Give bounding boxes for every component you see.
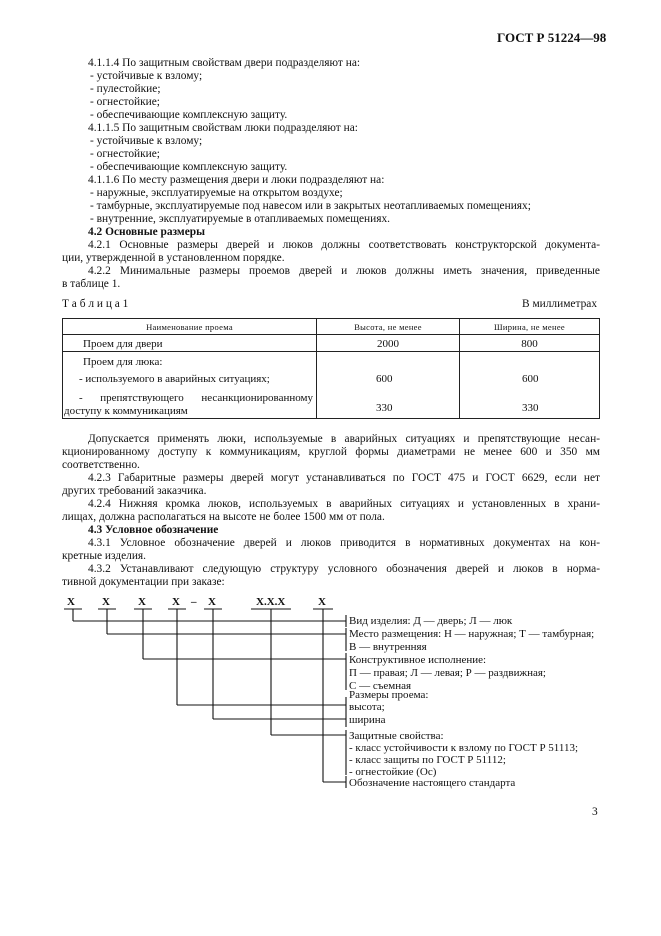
scheme-label-product-type: Вид изделия: Д — дверь; Л — люк bbox=[349, 615, 513, 627]
paragraph-allowed: Допускается применять люки, используемые в аварийных ситуациях и препятствующие несан- bbox=[88, 433, 600, 445]
clause-4-3-2: 4.3.2 Устанавливают следующую структуру условного обозначения дверей и люков в норма- bbox=[88, 563, 600, 575]
scheme-label-design: Конструктивное исполнение: bbox=[349, 654, 487, 666]
paragraph-allowed-cont: соответственно. bbox=[62, 459, 140, 471]
hatch-emergency: - используемого в аварийных ситуациях; bbox=[79, 373, 270, 385]
clause-4-2-2-cont: в таблице 1. bbox=[62, 278, 121, 290]
clause-4-2-1-cont: ции, утвержденной в установленном порядке. bbox=[62, 252, 285, 264]
table-header-width: Ширина, не менее bbox=[460, 319, 600, 335]
scheme-label-protective-cont: - класс устойчивости к взлому по ГОСТ Р 51113; bbox=[349, 742, 579, 754]
list-item: - огнестойкие; bbox=[90, 96, 160, 108]
list-item: - обеспечивающие комплексную защиту. bbox=[90, 161, 288, 173]
scheme-label-protective-cont: - огнестойкие (Ос) bbox=[349, 766, 437, 778]
clause-4-2-3-cont: других требований заказчика. bbox=[62, 485, 207, 497]
clause-4-2-4: 4.2.4 Нижняя кромка люков, используемых в аварийных ситуациях и установленных в храни- bbox=[88, 498, 600, 510]
list-item: - наружные, эксплуатируемые на открытом воздухе; bbox=[90, 187, 343, 199]
page-number: 3 bbox=[592, 806, 598, 818]
scheme-label-sizes: Размеры проема: bbox=[349, 689, 429, 701]
scheme-dash: – bbox=[191, 596, 197, 608]
table-header-name: Наименование проема bbox=[63, 319, 317, 335]
table-units: В миллиметрах bbox=[522, 298, 598, 310]
scheme-symbol-placement: Х bbox=[102, 596, 110, 608]
preventing-height: 330 bbox=[376, 402, 393, 414]
scheme-symbol-standard: Х bbox=[318, 596, 326, 608]
scheme-label-width: ширина bbox=[349, 714, 386, 726]
list-item: - обеспечивающие комплексную защиту. bbox=[90, 109, 288, 121]
list-item: - устойчивые к взлому; bbox=[90, 135, 203, 147]
scheme-label-height: высота; bbox=[349, 701, 385, 713]
scheme-label-placement: Место размещения: Н — наружная; Т — тамбурная; bbox=[349, 628, 595, 640]
scheme-symbol-type: Х bbox=[67, 596, 75, 608]
clause-4-1-1-4: 4.1.1.4 По защитным свойствам двери подразделяют на: bbox=[88, 57, 361, 69]
hatch-title: Проем для люка: bbox=[83, 356, 163, 368]
clause-4-3-1: 4.3.1 Условное обозначение дверей и люков приводится в нормативных документах на кон- bbox=[88, 537, 600, 549]
list-item: - устойчивые к взлому; bbox=[90, 70, 203, 82]
clause-4-2-4-cont: лищах, должна располагаться на высоте не более 1500 мм от пола. bbox=[62, 511, 385, 523]
preventing-width: 330 bbox=[522, 402, 539, 414]
scheme-symbol-width: Х bbox=[208, 596, 216, 608]
clause-4-2-3: 4.2.3 Габаритные размеры дверей могут устанавливаться по ГОСТ 475 и ГОСТ 6629, если нет bbox=[88, 472, 600, 484]
scheme-label-placement-cont: В — внутренняя bbox=[349, 641, 427, 653]
table-cell-door-height: 2000 bbox=[317, 335, 460, 352]
scheme-symbol-protective: Х.Х.Х bbox=[256, 596, 286, 608]
clause-4-2-1: 4.2.1 Основные размеры дверей и люков должны соответствовать конструкторской документа- bbox=[88, 239, 600, 251]
list-item: - огнестойкие; bbox=[90, 148, 160, 160]
scheme-label-design-cont: П — правая; Л — левая; Р — раздвижная; bbox=[349, 667, 546, 679]
scheme-label-protective: Защитные свойства: bbox=[349, 730, 444, 742]
scheme-symbol-design: Х bbox=[138, 596, 146, 608]
scheme-symbol-height: Х bbox=[172, 596, 180, 608]
section-heading-4-3: 4.3 Условное обозначение bbox=[88, 524, 219, 536]
clause-4-1-1-6: 4.1.1.6 По месту размещения двери и люки подразделяют на: bbox=[88, 174, 385, 186]
clause-4-3-2-cont: тивной документации при заказе: bbox=[62, 576, 225, 588]
table-caption: Т а б л и ц а 1 bbox=[62, 298, 129, 310]
table-cell-door: Проем для двери bbox=[63, 335, 317, 352]
table-header-height: Высота, не менее bbox=[317, 319, 460, 335]
hatch-preventing: - препятствующего несанкционированному bbox=[79, 392, 313, 404]
list-item: - пулестойкие; bbox=[90, 83, 161, 95]
paragraph-allowed-cont: кционированному доступу к коммуникациям, круглой формы диаметрами не менее 600 и 350 мм bbox=[62, 446, 600, 458]
clause-4-1-1-5: 4.1.1.5 По защитным свойствам люки подразделяют на: bbox=[88, 122, 358, 134]
clause-4-2-2: 4.2.2 Минимальные размеры проемов дверей и люков должны иметь значения, приведенные bbox=[88, 265, 600, 277]
list-item: - тамбурные, эксплуатируемые под навесом или в закрытых неотапливаемых помещениях; bbox=[90, 200, 531, 212]
hatch-preventing-cont: доступу к коммуникациям bbox=[64, 405, 188, 417]
scheme-label-design-cont: С — съемная bbox=[349, 680, 412, 692]
scheme-label-protective-cont: - класс защиты по ГОСТ Р 51112; bbox=[349, 754, 506, 766]
section-heading-4-2: 4.2 Основные размеры bbox=[88, 226, 205, 238]
emergency-height: 600 bbox=[376, 373, 393, 385]
clause-4-3-1-cont: кретные изделия. bbox=[62, 550, 147, 562]
list-item: - внутренние, эксплуатируемые в отапливаемых помещениях. bbox=[90, 213, 391, 225]
table-cell-door-width: 800 bbox=[460, 335, 600, 352]
standard-id-header: ГОСТ Р 51224—98 bbox=[497, 30, 607, 45]
scheme-label-standard: Обозначение настоящего стандарта bbox=[349, 777, 516, 789]
emergency-width: 600 bbox=[522, 373, 539, 385]
